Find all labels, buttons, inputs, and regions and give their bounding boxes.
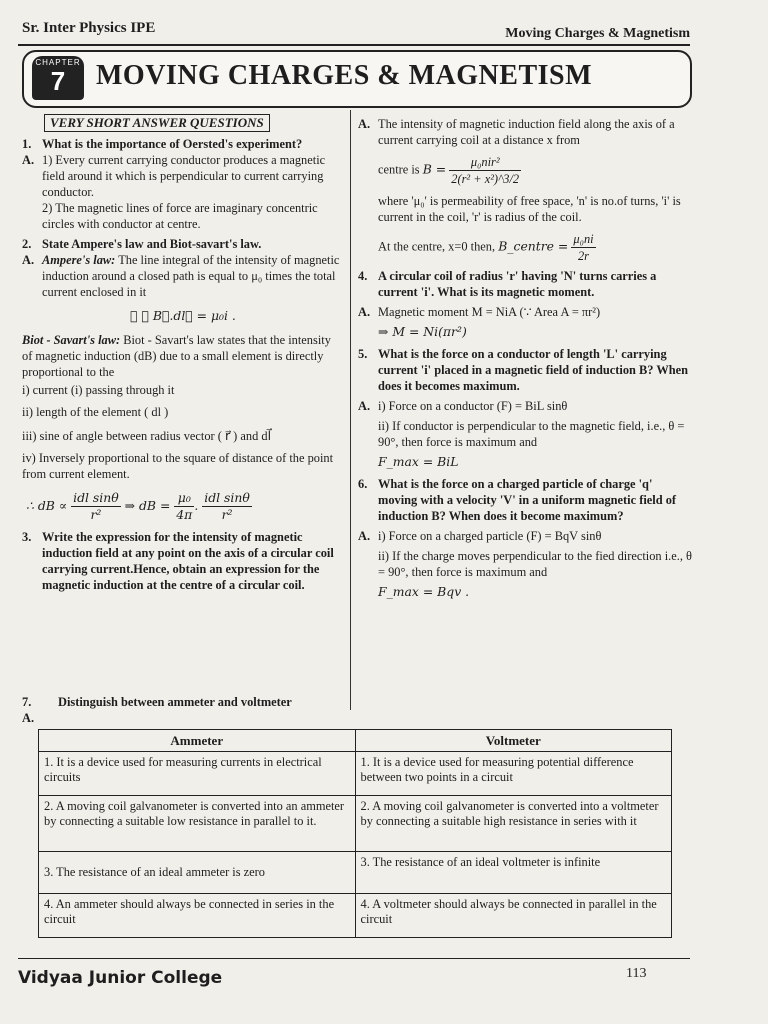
ampere-law-label: Ampere's law: <box>42 253 116 267</box>
answer-mark: A. <box>22 253 35 267</box>
biot-savart-equation: ∴ dB ∝ $\frac{\text{idl sinθ}}{\text{r²}}$ ⇒ dB = $\frac{\text{μ₀}}{4\pi}$ . $\frac{\text{idl sinθ}}{\text{r²}}$ <box>26 490 250 522</box>
table-cell: 1. It is a device used for measuring potential difference between two points in a circuit <box>355 752 672 796</box>
magnetic-moment-equation: ⇒ M = Ni(πr²) <box>378 324 467 339</box>
chapter-title: MOVING CHARGES & MAGNETISM <box>96 60 593 91</box>
question-1 <box>22 136 344 152</box>
table-cell: 2. A moving coil galvanometer is converted into an ammeter by connecting a suitable low resistance in parallel to it. <box>39 796 356 852</box>
column-header: Ammeter <box>39 730 356 752</box>
question-number: 3. <box>22 530 32 544</box>
question-text: State Ampere's law and Biot-savart's law. <box>42 237 262 251</box>
centre-field-equation: At the centre, x=0 then, B_centre = $\frac{\text{μ₀ni}}{2r}$ <box>378 232 594 263</box>
list-item: iii) sine of angle between radius vector ( r⃗ ) and dl⃗ <box>22 429 272 443</box>
answer-2 <box>22 252 344 300</box>
max-force-equation: F_max = BiL <box>378 454 459 469</box>
table-cell: 3. The resistance of an ideal ammeter is zero <box>39 852 356 894</box>
section-title: VERY SHORT ANSWER QUESTIONS <box>44 114 270 132</box>
answer-text: ii) If the charge moves perpendicular to the fied direction i.e., θ = 90°, then force is maximum and <box>378 549 692 579</box>
axial-field-equation: centre is B = $\frac{\text{μ₀nir²}}{\text{2(r² + x²)\textasciicircum{}3/2}}$ <box>378 155 520 186</box>
answer-text: 1) Every current carrying conductor produces a magnetic field around it which is perpendicular to current carrying conductor. <box>42 153 326 199</box>
answer-text: Magnetic moment M = NiA (∵ Area A = πr²) <box>378 305 601 319</box>
question-text: What is the force on a conductor of length 'L' carrying current 'i' placed in a magnetic field of induction B? When does it becomes maximum. <box>378 347 689 393</box>
answer-mark: A. <box>358 529 371 543</box>
header-subject: Sr. Inter Physics IPE <box>22 20 156 36</box>
table-header-row <box>39 730 672 752</box>
column-divider <box>350 110 351 710</box>
chapter-number: 7 <box>50 66 66 96</box>
answer-mark: A. <box>22 153 35 167</box>
question-2 <box>22 236 344 252</box>
left-column <box>22 114 344 593</box>
table-row <box>39 752 672 796</box>
max-force-equation: F_max = Bqv . <box>378 584 470 599</box>
question-7 <box>22 694 362 726</box>
answer-text: i) Force on a charged particle (F) = BqV sinθ <box>378 529 602 543</box>
table-cell: 3. The resistance of an ideal voltmeter is infinite <box>355 852 672 894</box>
question-number: 6. <box>358 477 368 491</box>
answer-1 <box>22 152 344 200</box>
table-cell: 2. A moving coil galvanometer is converted into a voltmeter by connecting a suitable high resistance in series with it <box>355 796 672 852</box>
answer-mark: A. <box>22 711 35 725</box>
list-item: ii) length of the element ( dl ) <box>22 405 169 419</box>
question-text: Write the expression for the intensity of magnetic induction field at any point on the axis of a circular coil carrying current.Hence, obtain an expression for the magnetic induction at the centre of a circular coil. <box>42 530 334 592</box>
answer-text: ii) If conductor is perpendicular to the magnetic field, i.e., θ = 90°, then force is maximum and <box>378 419 685 449</box>
footer-rule <box>18 958 690 959</box>
question-6 <box>358 476 692 524</box>
answer-text: where 'μ₀' is permeability of free space, 'n' is no.of turns, 'i' is current in the coil, 'r' is radius of the coil. <box>378 194 681 224</box>
chapter-banner <box>22 50 692 108</box>
answer-mark: A. <box>358 399 371 413</box>
list-item: iv) Inversely proportional to the square of distance of the point from current element. <box>22 451 334 481</box>
ampere-law-text: The line integral of the intensity of magnetic induction around a closed path is equal to μ₀ times the total current enclosed in it <box>42 253 340 299</box>
answer-6 <box>358 528 692 544</box>
table-row <box>39 852 672 894</box>
answer-3 <box>358 116 692 148</box>
comparison-table <box>38 729 672 938</box>
biot-savart-label: Biot - Savart's law: <box>22 333 121 347</box>
chapter-badge-label: CHAPTER <box>35 58 81 67</box>
page-number: 113 <box>626 966 647 981</box>
ampere-equation: ∴ ∮ B⃗.dl⃗ = μ₀i . <box>130 308 236 323</box>
header-chapter: Moving Charges & Magnetism <box>505 26 690 41</box>
college-logo-text: Vidyaa Junior College <box>18 968 223 988</box>
answer-4 <box>358 304 692 320</box>
question-number: 5. <box>358 347 368 361</box>
header-rule <box>18 44 690 46</box>
list-item: i) current (i) passing through it <box>22 383 175 397</box>
answer-text: i) Force on a conductor (F) = BiL sinθ <box>378 399 568 413</box>
question-4 <box>358 268 692 300</box>
answer-mark: A. <box>358 305 371 319</box>
question-text: What is the importance of Oersted's experiment? <box>42 137 303 151</box>
right-column <box>358 116 692 600</box>
question-number: 2. <box>22 237 32 251</box>
question-text: A circular coil of radius 'r' having 'N' turns carries a current 'i'. What is its magnetic moment. <box>378 269 657 299</box>
question-number: 4. <box>358 269 368 283</box>
question-text: What is the force on a charged particle of charge 'q' moving with a velocity 'V' in a uniform magnetic field of induction B? When does it become maximum? <box>378 477 677 523</box>
answer-text: 2) The magnetic lines of force are imaginary concentric circles with conductor at centre. <box>42 201 318 231</box>
table-row <box>39 796 672 852</box>
table-row <box>39 894 672 938</box>
answer-mark: A. <box>358 117 371 131</box>
answer-text: The intensity of magnetic induction field along the axis of a current carrying coil at a distance x from <box>378 117 675 147</box>
chapter-badge <box>32 56 84 100</box>
table-cell: 1. It is a device used for measuring currents in electrical circuits <box>39 752 356 796</box>
column-header: Voltmeter <box>355 730 672 752</box>
biot-savart-text: Biot - Savart's law states that the intensity of magnetic induction (dB) due to a small element is directly proportional to the <box>22 333 331 379</box>
question-3 <box>22 529 344 593</box>
table-cell: 4. A voltmeter should always be connected in parallel in the circuit <box>355 894 672 938</box>
table-cell: 4. An ammeter should always be connected in series in the circuit <box>39 894 356 938</box>
question-text: Distinguish between ammeter and voltmeter <box>58 695 292 709</box>
question-number: 7. <box>22 695 32 709</box>
question-5 <box>358 346 692 394</box>
answer-5 <box>358 398 692 414</box>
question-number: 1. <box>22 137 32 151</box>
